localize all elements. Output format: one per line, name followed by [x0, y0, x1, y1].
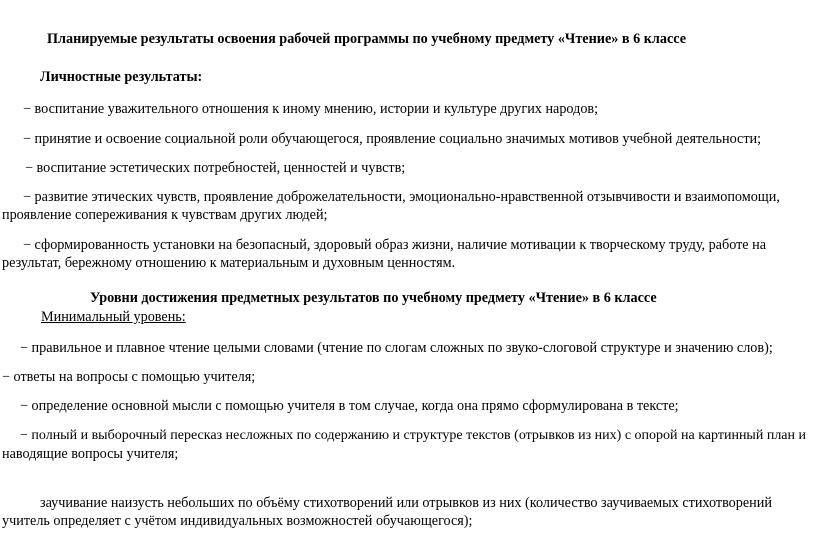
level-item-5: заучивание наизусть небольших по объёму стихотворений или отрывков из них (количество заучиваемых стихотворений — [40, 495, 772, 511]
personal-item-2: − принятие и освоение социальной роли обучающегося, проявление социально значимых мотивов учебной деятельности; — [23, 131, 762, 147]
personal-item-5: − сформированность установки на безопасный, здоровый образ жизни, наличие мотивации к творческому труду, работе на — [23, 237, 767, 253]
personal-item-4: − развитие этических чувств, проявление доброжелательности, эмоционально-нравственной отзывчивости и взаимопомощи, — [23, 189, 780, 205]
personal-results-heading: Личностные результаты: — [40, 69, 203, 85]
personal-item-4-cont: проявление сопереживания к чувствам других людей; — [2, 207, 328, 223]
personal-item-5-cont: результат, бережному отношению к материальным и духовным ценностям. — [2, 255, 456, 271]
minimal-level-heading: Минимальный уровень: — [41, 309, 186, 325]
personal-item-1: − воспитание уважительного отношения к иному мнению, истории и культуре других народов; — [23, 101, 599, 117]
level-item-4-cont: наводящие вопросы учителя; — [2, 446, 179, 462]
level-item-1: − правильное и плавное чтение целыми словами (чтение по слогам сложных по звуко-слоговой структуре и значению слов); — [20, 340, 773, 356]
personal-item-3: − воспитание эстетических потребностей, ценностей и чувств; — [25, 160, 406, 176]
document-title: Планируемые результаты освоения рабочей программы по учебному предмету «Чтение» в 6 классе — [47, 31, 687, 47]
level-item-2: − ответы на вопросы с помощью учителя; — [2, 369, 256, 385]
level-item-4: − полный и выборочный пересказ несложных по содержанию и структуре текстов (отрывков из них) с опорой на картинный план и — [20, 428, 807, 443]
levels-heading: Уровни достижения предметных результатов по учебному предмету «Чтение» в 6 классе — [90, 290, 657, 306]
level-item-3: − определение основной мысли с помощью учителя в том случае, когда она прямо сформулирована в тексте; — [20, 398, 679, 414]
level-item-5-cont: учитель определяет с учётом индивидуальных возможностей обучающегося); — [2, 513, 473, 529]
